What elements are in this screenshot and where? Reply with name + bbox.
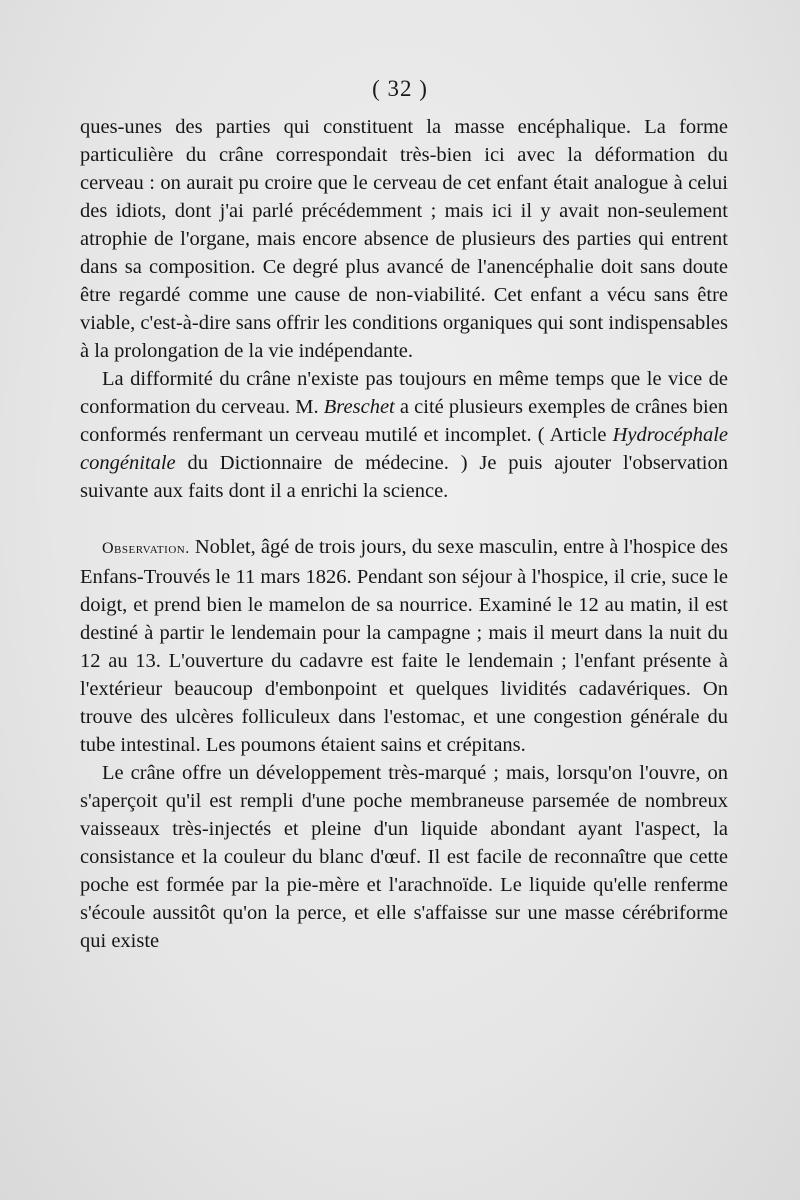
section-gap: [80, 505, 728, 533]
observation-label: Observation.: [102, 540, 190, 557]
paragraph-continuation: ques-unes des parties qui constituent la masse encéphalique. La forme particulière du crâne correspondait très-bien ici avec la déformation du cerveau : on aurait pu croire que le cerveau de cet enfant était analogue à celui des idiots, dont j'ai parlé précédemment ; mais ici il y avait non-seulement atrophie de l'organe, mais encore absence de plusieurs des parties qui entrent dans sa composition. Ce degré plus avancé de l'anencéphalie doit sans doute être regardé comme une cause de non-viabilité. Cet enfant a vécu sans être viable, c'est-à-dire sans offrir les conditions organiques qui sont indispensables à la prolongation de la vie indépendante.: [80, 116, 728, 362]
paragraph-text: Noblet, âgé de trois jours, du sexe masculin, entre à l'hospice des Enfans-Trouvés le 11 mars 1826. Pendant son séjour à l'hospice, il crie, suce le doigt, et prend bien le mamelon de sa nourrice. Examiné le 12 au matin, il est destiné à partir le lendemain pour la campagne ; mais il meurt dans la nuit du 12 au 13. L'ouverture du cadavre est faite le lendemain ; l'enfant présente à l'extérieur beaucoup d'embonpoint et quelques lividités cadavériques. On trouve des ulcères folliculeux dans l'estomac, et une congestion générale du tube intestinal. Les poumons étaient sains et crépitans.: [80, 536, 728, 756]
paragraph-text: a cité plusieurs exemples de crânes bien conformés renfermant un cerveau mutilé et incomplet. ( Article: [80, 396, 728, 446]
author-name: Breschet: [323, 396, 395, 418]
page-number: ( 32 ): [372, 76, 428, 101]
body-text: [80, 113, 728, 955]
paragraph-text: du Dictionnaire de médecine. ) Je puis ajouter l'observation suivante aux faits dont il a enrichi la science.: [80, 452, 728, 502]
paragraph-breschet: [80, 365, 728, 505]
article-title: Hydrocéphale congénitale: [80, 424, 728, 474]
paragraph-text: La difformité du crâne n'existe pas toujours en même temps que le vice de conformation du cerveau. M.: [80, 368, 728, 418]
paragraph-crane: Le crâne offre un développement très-marqué ; mais, lorsqu'on l'ouvre, on s'aperçoit qu'il est rempli d'une poche membraneuse parsemée de nombreux vaisseaux très-injectés et pleine d'un liquide abondant ayant l'aspect, la consistance et la couleur du blanc d'œuf. Il est facile de reconnaître que cette poche est formée par la pie-mère et l'arachnoïde. Le liquide qu'elle renferme s'écoule aussitôt qu'on la perce, et elle s'affaisse sur une masse cérébriforme qui existe: [80, 762, 728, 952]
paragraph-observation: [80, 533, 728, 759]
